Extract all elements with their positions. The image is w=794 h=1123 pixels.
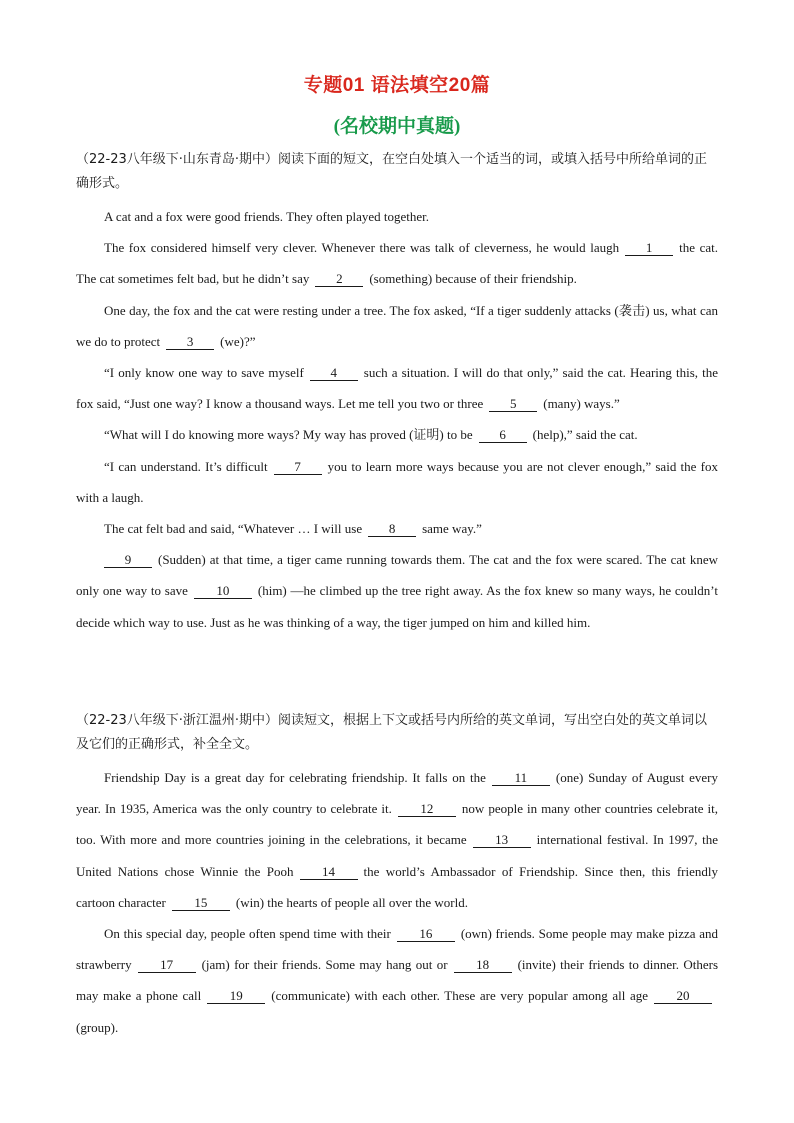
blank-7: 7 <box>274 459 322 475</box>
blank-16: 16 <box>397 926 455 942</box>
passage-1-paragraph-5: “What will I do knowing more ways? My way has proved (证明) to be 6 (help),” said the cat. <box>104 427 638 443</box>
blank-9: 9 <box>104 552 152 568</box>
passage-1-source: （22-23八年级下·山东青岛·期中） <box>76 152 279 167</box>
blank-2: 2 <box>315 271 363 287</box>
blank-20: 20 <box>654 988 712 1004</box>
blank-6: 6 <box>479 427 527 443</box>
passage-1-paragraph-6: “I can understand. It’s difficult 7 you to learn more ways because you are not clever enough,” said the fox with a laugh. <box>76 458 718 505</box>
passage-1-paragraph-3: One day, the fox and the cat were resting under a tree. The fox asked, “If a tiger suddenly attacks (袭击) us, what can we do to protect 3 (we)?” <box>76 302 718 349</box>
page-subtitle: (名校期中真题) <box>333 116 461 137</box>
passage-1-paragraph-4: “I only know one way to save myself 4 such a situation. I will do that only,” said the cat. Hearing this, the fox said, “Just one way? I know a thousand ways. Let me tell you two or three 5 (many) ways.” <box>76 365 719 412</box>
passage-2-source: （22-23八年级下·浙江温州·期中） <box>76 713 279 728</box>
blank-4: 4 <box>310 365 358 381</box>
passage-1-paragraph-7: The cat felt bad and said, “Whatever … I will use 8 same way.” <box>104 521 482 537</box>
passage-1-paragraph-1: A cat and a fox were good friends. They often played together. <box>104 209 430 224</box>
blank-19: 19 <box>207 988 265 1004</box>
blank-5: 5 <box>489 396 537 412</box>
passage-2-paragraph-1: Friendship Day is a great day for celebrating friendship. It falls on the 11 (one) Sunday of August every year. In 1935, America was the only country to celebrate it. 12 now people in many other countries celebrate it, too. With more and more countries joining in the celebrations, it became 13 international festival. In 1997, the United Nations chose Winnie the Pooh 14 the world’s Ambassador of Friendship. Since then, this friendly cartoon character 15 (win) the hearts of people all over the world. <box>76 770 718 910</box>
blank-10: 10 <box>194 583 252 599</box>
blank-12: 12 <box>398 801 456 817</box>
passage-1-instruction: （22-23八年级下·山东青岛·期中）阅读下面的短文，在空白处填入一个适当的词，或填入括号中所给单词的正确形式。 <box>76 152 708 191</box>
blank-18: 18 <box>454 957 512 973</box>
blank-17: 17 <box>138 957 196 973</box>
blank-14: 14 <box>300 864 358 880</box>
passage-1-paragraph-2: The fox considered himself very clever. Whenever there was talk of cleverness, he would laugh 1 the cat. The cat sometimes felt bad, but he didn’t say 2 (something) because of their friendship. <box>76 240 718 287</box>
blank-15: 15 <box>172 895 230 911</box>
blank-11: 11 <box>492 770 550 786</box>
passage-2 <box>76 709 718 1043</box>
passage-1-paragraph-8: 9 (Sudden) at that time, a tiger came running towards them. The cat and the fox were scared. The cat knew only one way to save 10 (him) —he climbed up the tree right away. As the fox knew so many ways, he couldn’t decide which way to use. Just as he was thinking of a way, the tiger jumped on him and killed him. <box>76 552 718 630</box>
passage-2-instruction: （22-23八年级下·浙江温州·期中）阅读短文，根据上下文或括号内所给的英文单词，写出空白处的英文单词以及它们的正确形式，补全全文。 <box>76 713 708 752</box>
blank-13: 13 <box>473 832 531 848</box>
passage-1 <box>76 148 718 638</box>
passage-2-paragraph-2: On this special day, people often spend time with their 16 (own) friends. Some people may make pizza and strawberry 17 (jam) for their friends. Some may hang out or 18 (invite) their friends to dinner. Others may make a phone call 19 (communicate) with each other. These are very popular among all age 20(group). <box>76 926 718 1035</box>
blank-1: 1 <box>625 240 673 256</box>
page-title: 专题01 语法填空20篇 <box>303 75 491 96</box>
blank-8: 8 <box>368 521 416 537</box>
blank-3: 3 <box>166 334 214 350</box>
